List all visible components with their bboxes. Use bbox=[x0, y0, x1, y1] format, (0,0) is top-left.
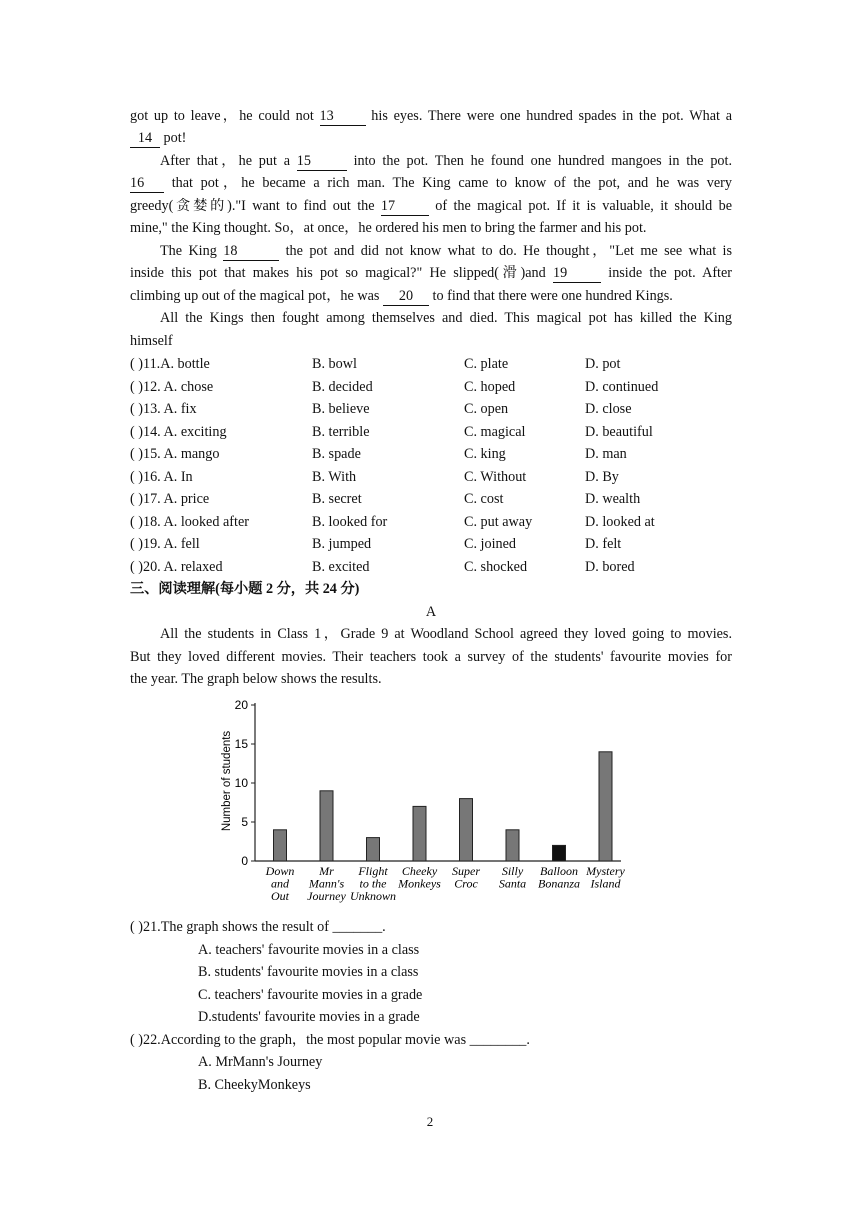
category-label: to the bbox=[359, 876, 387, 891]
text: The King bbox=[160, 243, 217, 259]
blank-18: 18 bbox=[223, 242, 279, 261]
category-label: Silly bbox=[501, 864, 524, 878]
option-b: B. terrible bbox=[312, 423, 370, 440]
text: of the magical pot. If it is valuable, it should be bbox=[435, 198, 733, 214]
option-d: D. bored bbox=[585, 558, 635, 575]
option-b: B. spade bbox=[312, 446, 361, 462]
passage-line-8 bbox=[130, 262, 732, 284]
blank-20: 20 bbox=[383, 287, 429, 306]
option-row bbox=[130, 556, 732, 578]
y-tick-label: 0 bbox=[241, 854, 248, 868]
option-b: B. jumped bbox=[312, 536, 372, 552]
text: After that，he put a bbox=[160, 153, 290, 169]
text: to find that there were one hundred Kings. bbox=[432, 288, 673, 304]
blank-19: 19 bbox=[553, 264, 601, 283]
option-c: C. magical bbox=[464, 423, 526, 440]
category-label: Down bbox=[265, 864, 295, 878]
option-row bbox=[130, 511, 732, 533]
question-21: ( )21.The graph shows the result of _______. bbox=[130, 919, 386, 935]
option-row bbox=[130, 443, 732, 465]
passage-line-9 bbox=[130, 285, 732, 307]
category-label: Out bbox=[271, 889, 289, 903]
y-axis-label: Number of students bbox=[221, 730, 233, 832]
option-row bbox=[130, 376, 732, 398]
page-number: 2 bbox=[426, 1114, 434, 1129]
question-22: ( )22.According to the graph，the most popular movie was ________. bbox=[130, 1032, 530, 1048]
bar bbox=[274, 830, 287, 861]
bar bbox=[320, 791, 333, 861]
category-label: Santa bbox=[498, 876, 527, 891]
option-d: D. pot bbox=[585, 356, 621, 372]
option-c: C. Without bbox=[464, 468, 527, 485]
blank-15: 15 bbox=[297, 152, 347, 171]
q22-option-b: B. CheekyMonkeys bbox=[198, 1077, 311, 1093]
option-row bbox=[130, 398, 732, 420]
option-d: D. By bbox=[585, 468, 619, 485]
q21-option-c: C. teachers' favourite movies in a grade bbox=[198, 987, 423, 1003]
category-label: Monkeys bbox=[398, 876, 441, 891]
category-label: Journey bbox=[307, 889, 346, 903]
q22-option-a: A. MrMann's Journey bbox=[198, 1054, 323, 1070]
option-b: B. secret bbox=[312, 491, 362, 507]
bar bbox=[367, 838, 380, 861]
option-c: C. joined bbox=[464, 536, 517, 552]
option-row bbox=[130, 421, 732, 443]
option-b: B. looked for bbox=[312, 513, 388, 530]
option-a: ( )18. A. looked after bbox=[130, 513, 249, 530]
option-a: ( )14. A. exciting bbox=[130, 423, 227, 440]
text: climbing up out of the magical pot，he was bbox=[130, 288, 380, 304]
bar-chart bbox=[205, 697, 635, 912]
reading-para-line-3: the year. The graph below shows the results. bbox=[130, 671, 382, 687]
option-c: C. king bbox=[464, 446, 506, 462]
option-c: C. open bbox=[464, 401, 509, 417]
option-d: D. beautiful bbox=[585, 423, 653, 440]
category-label: Super bbox=[452, 864, 480, 878]
category-label: Croc bbox=[454, 876, 478, 891]
blank-16: 16 bbox=[130, 174, 164, 193]
category-label: Balloon bbox=[540, 864, 578, 878]
option-b: B. With bbox=[312, 468, 357, 485]
option-d: D. looked at bbox=[585, 513, 655, 530]
passage-line-1 bbox=[130, 105, 732, 127]
passage-line-3 bbox=[160, 150, 732, 172]
category-label: Flight bbox=[358, 864, 388, 878]
section-heading: 三、阅读理解(每小题 2 分，共 24 分) bbox=[130, 581, 360, 597]
option-d: D. wealth bbox=[585, 491, 641, 507]
category-label: Mann's bbox=[308, 876, 345, 891]
category-label: Unknown bbox=[350, 889, 396, 903]
text: got up to leave，he could not bbox=[130, 108, 314, 124]
category-label: Island bbox=[590, 876, 621, 891]
blank-13: 13 bbox=[320, 107, 366, 126]
passage-line-11: himself bbox=[130, 333, 173, 349]
category-label: Mr bbox=[319, 864, 334, 878]
q21-option-b: B. students' favourite movies in a class bbox=[198, 964, 419, 980]
category-label: Mystery bbox=[586, 864, 625, 878]
option-row bbox=[130, 533, 732, 555]
option-a: ( )17. A. price bbox=[130, 491, 210, 507]
option-a: ( )12. A. chose bbox=[130, 378, 214, 395]
y-tick-label: 15 bbox=[234, 737, 248, 751]
q21-option-a: A. teachers' favourite movies in a class bbox=[198, 942, 420, 958]
text: the pot and did not know what to do. He thought，"Let me see what is bbox=[285, 243, 733, 259]
blank-14: 14 bbox=[130, 129, 160, 148]
text: into the pot. Then he found one hundred mangoes in the pot. bbox=[353, 153, 733, 169]
option-row bbox=[130, 488, 732, 510]
text: that pot，he became a rich man. The King came to know of the pot, and he was very bbox=[171, 175, 732, 191]
passage-line-6: mine," the King thought. So，at once，he ordered his men to bring the farmer and his pot. bbox=[130, 220, 647, 236]
text: inside the pot. After bbox=[608, 265, 733, 281]
option-b: B. bowl bbox=[312, 356, 357, 372]
blank-17: 17 bbox=[381, 197, 429, 216]
option-d: D. man bbox=[585, 446, 627, 462]
option-b: B. believe bbox=[312, 401, 370, 417]
option-c: C. cost bbox=[464, 491, 504, 507]
text: inside this pot that makes his pot so magical?" He slipped(滑)and bbox=[130, 265, 546, 281]
text: greedy(贪婪的)."I want to find out the bbox=[130, 198, 375, 214]
option-d: D. felt bbox=[585, 536, 622, 552]
passage-line-2 bbox=[130, 127, 732, 149]
option-a: ( )19. A. fell bbox=[130, 536, 200, 552]
y-tick-label: 5 bbox=[241, 815, 248, 829]
option-a: ( )20. A. relaxed bbox=[130, 558, 223, 575]
passage-line-4 bbox=[130, 172, 732, 194]
part-label: A bbox=[425, 604, 437, 620]
reading-para-line-1: All the students in Class 1，Grade 9 at Woodland School agreed they loved going to movies. bbox=[160, 626, 732, 642]
option-c: C. shocked bbox=[464, 558, 528, 575]
passage-line-5 bbox=[130, 195, 732, 217]
option-b: B. decided bbox=[312, 378, 373, 395]
reading-para-line-2: But they loved different movies. Their teachers took a survey of the students' favourite movies for bbox=[130, 649, 732, 665]
option-row bbox=[130, 353, 732, 375]
bar bbox=[460, 799, 473, 861]
passage-line-7 bbox=[160, 240, 732, 262]
text: pot! bbox=[163, 130, 187, 146]
option-a: ( )13. A. fix bbox=[130, 401, 197, 417]
option-d: D. close bbox=[585, 401, 632, 417]
option-d: D. continued bbox=[585, 378, 659, 395]
y-tick-label: 10 bbox=[234, 776, 248, 790]
option-c: C. plate bbox=[464, 356, 509, 372]
bar bbox=[506, 830, 519, 861]
option-c: C. hoped bbox=[464, 378, 516, 395]
option-row bbox=[130, 466, 732, 488]
bar bbox=[413, 806, 426, 861]
option-b: B. excited bbox=[312, 558, 370, 575]
category-label: Cheeky bbox=[401, 864, 438, 878]
text: his eyes. There were one hundred spades in the pot. What a bbox=[371, 108, 732, 124]
option-a: ( )15. A. mango bbox=[130, 446, 220, 462]
option-a: ( )16. A. In bbox=[130, 468, 193, 485]
category-label: Bonanza bbox=[538, 876, 580, 891]
option-a: ( )11.A. bottle bbox=[130, 356, 210, 372]
q21-option-d: D.students' favourite movies in a grade bbox=[198, 1009, 420, 1025]
y-tick-label: 20 bbox=[234, 698, 248, 712]
passage-line-10: All the Kings then fought among themselves and died. This magical pot has killed the King bbox=[160, 310, 732, 326]
bar bbox=[553, 845, 566, 861]
bar bbox=[599, 752, 612, 861]
category-label: and bbox=[271, 876, 289, 891]
option-c: C. put away bbox=[464, 513, 533, 530]
